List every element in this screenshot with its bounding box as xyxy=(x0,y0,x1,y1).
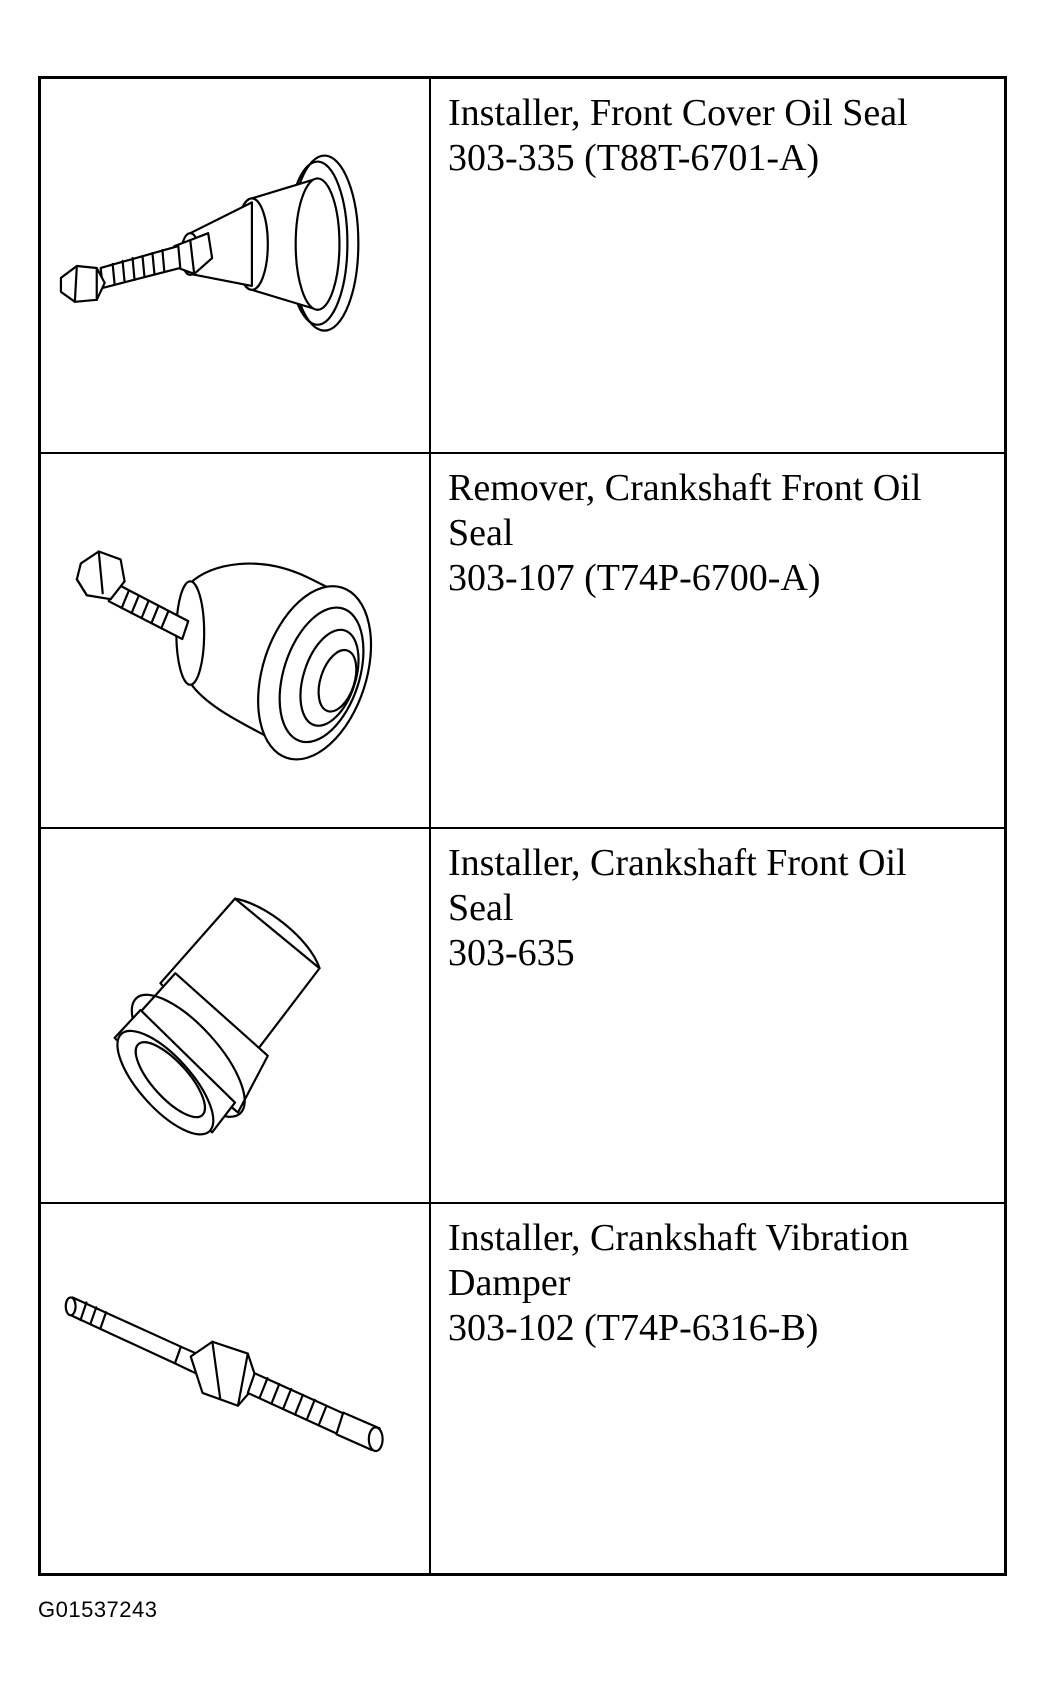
crankshaft-front-oil-seal-installer-icon xyxy=(41,829,429,1202)
tool-number: 303-635 xyxy=(448,932,575,974)
tool-description-cell xyxy=(431,1204,1004,1573)
tool-illustration-cell xyxy=(41,454,431,829)
tool-illustration-cell xyxy=(41,1204,431,1573)
tool-number: 303-335 (T88T-6701-A) xyxy=(448,137,820,179)
tool-description-cell xyxy=(431,829,1004,1204)
tool-name: Installer, Front Cover Oil Seal xyxy=(448,92,908,134)
tool-name: Installer, Crankshaft Vibration xyxy=(448,1217,909,1259)
tool-illustration-cell xyxy=(41,829,431,1204)
tool-name-continued: Seal xyxy=(448,512,514,554)
tool-number: 303-102 (T74P-6316-B) xyxy=(448,1307,819,1349)
tool-name: Installer, Crankshaft Front Oil xyxy=(448,842,907,884)
tool-name-continued: Seal xyxy=(448,887,514,929)
tool-illustration-cell xyxy=(41,79,431,454)
tool-number: 303-107 (T74P-6700-A) xyxy=(448,557,821,599)
tool-description-cell xyxy=(431,79,1004,454)
tool-name-continued: Damper xyxy=(448,1262,571,1304)
tool-description-cell xyxy=(431,454,1004,829)
crankshaft-front-oil-seal-remover-icon xyxy=(41,454,429,827)
tool-name: Remover, Crankshaft Front Oil xyxy=(448,467,922,509)
front-cover-oil-seal-installer-icon xyxy=(41,79,429,452)
crankshaft-vibration-damper-installer-icon xyxy=(41,1204,429,1573)
special-tools-table xyxy=(38,76,1007,1576)
figure-id: G01537243 xyxy=(38,1597,158,1622)
